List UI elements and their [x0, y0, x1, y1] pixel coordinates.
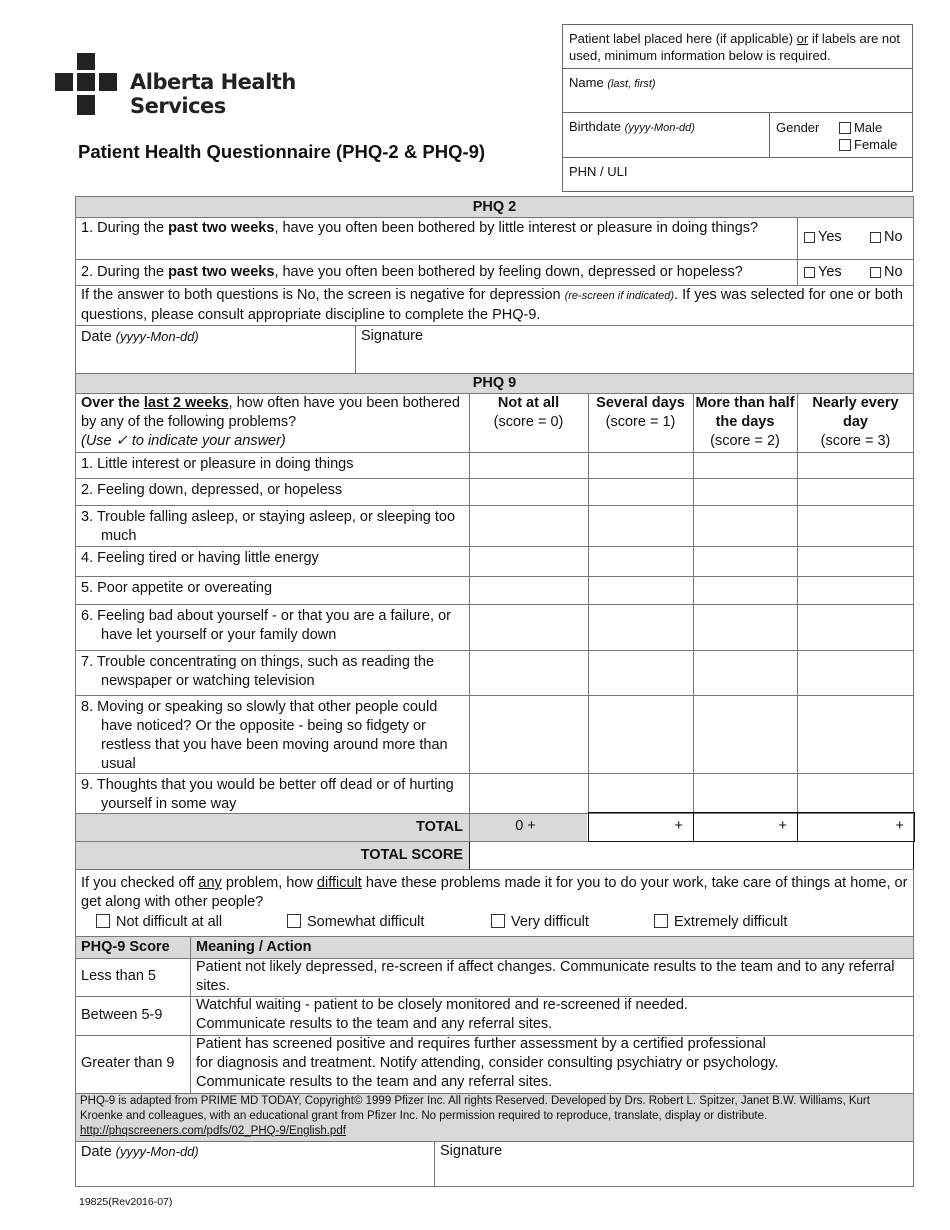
phq9-question-row: 9. Thoughts that you would be better off dead or of hurting yourself in some way: [81, 777, 454, 812]
difficulty-checkbox[interactable]: [491, 914, 505, 928]
difficulty-checkbox[interactable]: [654, 914, 668, 928]
scoring-score: Less than 5: [81, 968, 156, 984]
gender-female-checkbox[interactable]: [839, 139, 851, 151]
scoring-col-meaning: Meaning / Action: [196, 939, 312, 955]
phq9-question-row: 2. Feeling down, depressed, or hopeless: [81, 482, 343, 498]
difficulty-option[interactable]: [287, 913, 424, 932]
phq9-q3-answer-cell[interactable]: [694, 506, 796, 545]
phq9-total-cell[interactable]: +: [778, 818, 787, 834]
phq9-total-cell[interactable]: 0 +: [515, 818, 536, 834]
phq2-q2-answers: [804, 263, 910, 282]
difficulty-question: If you checked off any problem, how difficult have these problems made it for you to do your work, take care of things at home, or get along with other people?: [81, 875, 908, 910]
phq2-question-2: 2. During the past two weeks, have you often been bothered by feeling down, depressed or hopeless?: [81, 264, 743, 280]
scoring-meaning: [196, 996, 912, 1034]
phq9-column-title: Nearly every day: [812, 395, 899, 430]
phq9-q1-answer-cell[interactable]: [694, 453, 796, 477]
phq9-header: PHQ 9: [472, 375, 517, 391]
gender-male-checkbox[interactable]: [839, 122, 851, 134]
phq9-question-row: 5. Poor appetite or overeating: [81, 580, 273, 596]
phq9-q6-answer-cell[interactable]: [694, 605, 796, 649]
form-title: Patient Health Questionnaire (PHQ-2 & PHQ-9): [78, 141, 486, 162]
birthdate-field[interactable]: Birthdate (yyyy-Mon-dd): [563, 113, 770, 157]
scoring-meaning-line: Communicate results to the team and any referral sites.: [196, 1016, 553, 1032]
difficulty-checkbox[interactable]: [96, 914, 110, 928]
phq2-q1-no-checkbox[interactable]: [870, 232, 881, 243]
gender-options: [839, 119, 897, 153]
phq9-q9-answer-cell[interactable]: [694, 774, 796, 812]
phq2-signature-field[interactable]: Signature: [361, 328, 424, 344]
phq9-q7-answer-cell[interactable]: [798, 651, 913, 694]
phq9-q6-answer-cell[interactable]: [470, 605, 587, 649]
phq2-q1-no[interactable]: No: [870, 228, 903, 247]
phq9-column-score: (score = 1): [605, 414, 676, 430]
patient-label-instruction: Patient label placed here (if applicable) or if labels are not used, minimum information below is required.: [563, 25, 912, 69]
phq9-q8-answer-cell[interactable]: [470, 696, 587, 772]
scoring-meaning: [196, 958, 912, 996]
scoring-col-score: PHQ-9 Score: [81, 939, 170, 955]
phq2-header: PHQ 2: [472, 199, 517, 215]
phq2-q2-no-checkbox[interactable]: [870, 267, 881, 278]
phq9-column-title: Not at all: [497, 395, 560, 411]
phq9-column-title: Several days: [596, 395, 685, 411]
birthdate-gender-row: [563, 113, 912, 158]
phq9-q9-answer-cell[interactable]: [589, 774, 692, 812]
difficulty-option-label: Not difficult at all: [116, 914, 223, 930]
difficulty-option-label: Very difficult: [511, 914, 589, 930]
phq9-intro: Over the last 2 weeks, how often have you been bothered by any of the following problems? (Use ✓ to indicate your answer): [81, 395, 460, 449]
form-code: 19825(Rev2016-07): [79, 1196, 173, 1208]
phq9-q7-answer-cell[interactable]: [694, 651, 796, 694]
org-name: [130, 70, 296, 118]
scoring-score: Greater than 9: [81, 1055, 175, 1071]
phq2-date-field[interactable]: Date (yyyy-Mon-dd): [81, 329, 199, 345]
scoring-meaning-line: Patient has screened positive and requires further assessment by a certified professional: [196, 1036, 766, 1052]
phq9-column-header: [470, 394, 587, 432]
phq9-q3-answer-cell[interactable]: [470, 506, 587, 545]
phq9-q4-answer-cell[interactable]: [470, 547, 587, 575]
footer-url-link[interactable]: http://phqscreeners.com/pdfs/02_PHQ-9/English.pdf: [80, 1125, 346, 1137]
phq9-q5-answer-cell[interactable]: [470, 577, 587, 603]
difficulty-option-label: Somewhat difficult: [307, 914, 425, 930]
phq9-q2-answer-cell[interactable]: [589, 479, 692, 504]
phq9-q2-answer-cell[interactable]: [470, 479, 587, 504]
phq9-q4-answer-cell[interactable]: [694, 547, 796, 575]
phq9-q8-answer-cell[interactable]: [589, 696, 692, 772]
org-name-line1: Alberta Health: [130, 70, 296, 94]
phq9-q4-answer-cell[interactable]: [589, 547, 692, 575]
phq9-q2-answer-cell[interactable]: [694, 479, 796, 504]
gender-label: Gender: [776, 120, 820, 135]
footer-signature-field[interactable]: Signature: [440, 1143, 503, 1159]
phq9-q1-answer-cell[interactable]: [589, 453, 692, 477]
phq9-column-header: [589, 394, 692, 432]
phq2-q1-yes-checkbox[interactable]: [804, 232, 815, 243]
phq9-column-score: (score = 2): [710, 433, 780, 449]
phq9-question-row: 7. Trouble concentrating on things, such as reading the newspaper or watching television: [81, 654, 435, 689]
phq2-q2-yes-checkbox[interactable]: [804, 267, 815, 278]
scoring-meaning-line: Patient not likely depressed, re-screen if affect changes. Communicate results to the team and to any referral sites.: [196, 959, 895, 994]
phq9-column-header: [694, 394, 796, 451]
phq9-total-score-label: TOTAL SCORE: [360, 847, 463, 863]
phq9-q5-answer-cell[interactable]: [589, 577, 692, 603]
phq9-q5-answer-cell[interactable]: [798, 577, 913, 603]
phq9-q7-answer-cell[interactable]: [589, 651, 692, 694]
difficulty-option[interactable]: [491, 913, 589, 932]
phq9-total-label: TOTAL: [416, 819, 463, 835]
phq9-q6-answer-cell[interactable]: [798, 605, 913, 649]
difficulty-checkbox[interactable]: [287, 914, 301, 928]
footer-copyright: PHQ-9 is adapted from PRIME MD TODAY, Copyright© 1999 Pfizer Inc. All rights Reserved. Developed by Drs. Robert L. Spitzer, Janet B.W. Williams, Kurt Kroenke and colleagues, with an educational grant from Pfizer Inc. No permission required to reproduce, translate, display or distribute. http://phqscreeners.com/pdfs/02_PHQ-9/English.pdf: [80, 1095, 870, 1137]
difficulty-option[interactable]: [654, 913, 787, 932]
phq2-q1-answers: [804, 228, 910, 247]
phq9-q9-answer-cell[interactable]: [470, 774, 587, 812]
phq9-total-score-field[interactable]: [469, 841, 914, 870]
patient-name-field[interactable]: Name (last, first): [563, 69, 912, 113]
phq9-q7-answer-cell[interactable]: [470, 651, 587, 694]
phq9-q6-answer-cell[interactable]: [589, 605, 692, 649]
footer-date-field[interactable]: Date (yyyy-Mon-dd): [81, 1144, 199, 1160]
phq9-question-row: 3. Trouble falling asleep, or staying asleep, or sleeping too much: [81, 509, 456, 544]
phq9-total-cell[interactable]: +: [674, 818, 683, 834]
phq9-q2-answer-cell[interactable]: [798, 479, 913, 504]
phq9-q5-answer-cell[interactable]: [694, 577, 796, 603]
difficulty-option-label: Extremely difficult: [674, 914, 788, 930]
scoring-meaning-line: for diagnosis and treatment. Notify attending, consider consulting psychiatry or psychology.: [196, 1055, 779, 1071]
phq2-q2-no[interactable]: No: [870, 263, 903, 282]
phq9-q3-answer-cell[interactable]: [798, 506, 913, 545]
phq9-q8-answer-cell[interactable]: [798, 696, 913, 772]
scoring-meaning-line: Watchful waiting - patient to be closely monitored and re-screened if needed.: [196, 997, 688, 1013]
phq9-question-row: 8. Moving or speaking so slowly that other people could have noticed? Or the opposite - being so fidgety or restless that you have been moving around more than usual: [81, 699, 448, 772]
phq9-column-score: (score = 3): [820, 433, 891, 449]
difficulty-option[interactable]: [96, 913, 222, 932]
phq2-instruction-note: If the answer to both questions is No, the screen is negative for depression (re-screen if indicated). If yes was selected for one or both questions, please consult appropriate discipline to complete the PHQ-9.: [81, 287, 903, 323]
phq9-question-row: 4. Feeling tired or having little energy: [81, 550, 319, 566]
scoring-meaning: [196, 1035, 912, 1092]
phq9-q1-answer-cell[interactable]: [470, 453, 587, 477]
scoring-meaning-line: Communicate results to the team and any referral sites.: [196, 1074, 553, 1090]
phq9-question-row: 6. Feeling bad about yourself - or that you are a failure, or have let yourself or your family down: [81, 608, 451, 643]
patient-label-box: [562, 24, 913, 192]
phq9-total-cell[interactable]: +: [895, 818, 904, 834]
phq9-q3-answer-cell[interactable]: [589, 506, 692, 545]
gender-female-option[interactable]: Female: [839, 136, 897, 153]
phq2-question-1: 1. During the past two weeks, have you often been bothered by little interest or pleasure in doing things?: [81, 220, 759, 236]
phq9-question-row: 1. Little interest or pleasure in doing things: [81, 456, 354, 472]
org-name-line2: Services: [130, 94, 226, 118]
scoring-score: Between 5-9: [81, 1006, 163, 1023]
phn-uli-field[interactable]: PHN / ULI: [569, 164, 628, 179]
phq9-q9-answer-cell[interactable]: [798, 774, 913, 812]
phq9-column-header: [798, 394, 913, 451]
phq9-column-title: More than half the days: [695, 395, 795, 430]
phq2-q2-yes[interactable]: Yes: [804, 264, 842, 280]
phq9-q1-answer-cell[interactable]: [798, 453, 913, 477]
phq9-q4-answer-cell[interactable]: [798, 547, 913, 575]
phq2-q1-yes[interactable]: Yes: [804, 229, 842, 245]
phq9-column-score: (score = 0): [493, 414, 564, 430]
phq9-q8-answer-cell[interactable]: [694, 696, 796, 772]
gender-male-option[interactable]: Male: [839, 119, 897, 136]
